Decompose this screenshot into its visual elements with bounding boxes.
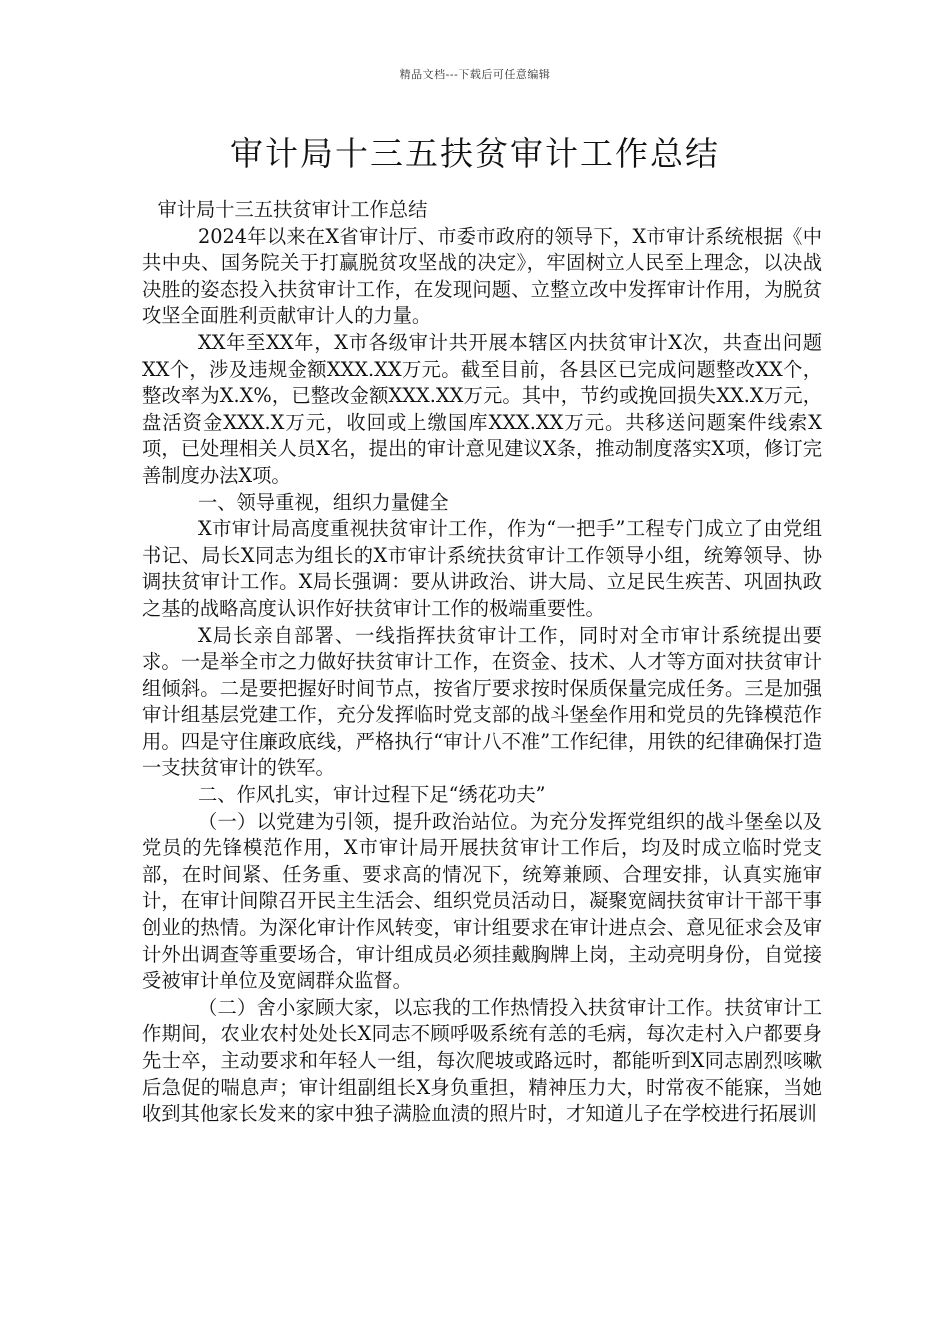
page-header-note: 精品文档---下载后可任意编辑 — [399, 68, 551, 81]
document-body — [142, 197, 822, 1128]
paragraph-requirements: X局长亲自部署、一线指挥扶贫审计工作，同时对全市审计系统提出要求。一是举全市之力做好扶贫审计工作，在资金、技术、人才等方面对扶贫审计组倾斜。二是要把握好时间节点，按省厅要求按时保质保量完成任务。三是加强审计组基层党建工作，充分发挥临时党支部的战斗堡垒作用和党员的先锋模范作用。四是守住廉政底线，严格执行“审计八不准”工作纪律，用铁的纪律确保打造一支扶贫审计的铁军。 — [142, 623, 822, 780]
document-subtitle: 审计局十三五扶贫审计工作总结 — [157, 198, 428, 221]
paragraph-dedication: （二）舍小家顾大家，以忘我的工作热情投入扶贫审计工作。扶贫审计工作期间，农业农村处处长X同志不顾呼吸系统有恙的毛病，每次走村入户都要身先士卒，主动要求和年轻人一组，每次爬坡或路远时，都能听到X同志剧烈咳嗽后急促的喘息声；审计组副组长X身负重担，精神压力大，时常夜不能寐，当她收到其他家长发来的家中独子满脸血渍的照片时，才知道儿子在学校进行拓展训 — [142, 995, 822, 1126]
paragraph-statistics: XX年至XX年，X市各级审计共开展本辖区内扶贫审计X次，共查出问题XX个，涉及违规金额XXX.XX万元。截至目前，各县区已完成问题整改XX个，整改率为X.X%，已整改金额XXX.XX万元。其中，节约或挽回损失XX.X万元，盘活资金XXX.X万元，收回或上缴国库XXX.XX万元。共移送问题案件线索X项，已处理相关人员X名，提出的审计意见建议X条，推动制度落实X项，修订完善制度办法X项。 — [142, 330, 822, 487]
paragraph-intro: 2024年以来在X省审计厅、市委市政府的领导下，X市审计系统根据《中共中央、国务院关于打赢脱贫攻坚战的决定》，牢固树立人民至上理念，以决战决胜的姿态投入扶贫审计工作，在发现问题、立整立改中发挥审计作用，为脱贫攻坚全面胜利贡献审计人的力量。 — [142, 224, 822, 328]
paragraph-party-building: （一）以党建为引领，提升政治站位。为充分发挥党组织的战斗堡垒以及党员的先锋模范作用，X市审计局开展扶贫审计工作后，均及时成立临时党支部，在时间紧、任务重、要求高的情况下，统筹兼顾、合理安排，认真实施审计，在审计间隙召开民主生活会、组织党员活动日，凝聚宽阔扶贫审计干部干事创业的热情。为深化审计作风转变，审计组要求在审计进点会、意见征求会及审计外出调查等重要场合，审计组成员必须挂戴胸牌上岗，主动亮明身份，自觉接受被审计单位及宽阔群众监督。 — [142, 809, 822, 993]
section-heading-2: 二、作风扎实，审计过程下足“绣花功夫” — [197, 783, 546, 807]
section-heading-1: 一、领导重视，组织力量健全 — [197, 490, 449, 514]
document-title: 审计局十三五扶贫审计工作总结 — [230, 134, 720, 173]
paragraph-leadership: X市审计局高度重视扶贫审计工作，作为“一把手”工程专门成立了由党组书记、局长X同志为组长的X市审计系统扶贫审计工作领导小组，统筹领导、协调扶贫审计工作。X局长强调：要从讲政治、讲大局、立足民生疾苦、巩固执政之基的战略高度认识作好扶贫审计工作的极端重要性。 — [142, 517, 822, 620]
